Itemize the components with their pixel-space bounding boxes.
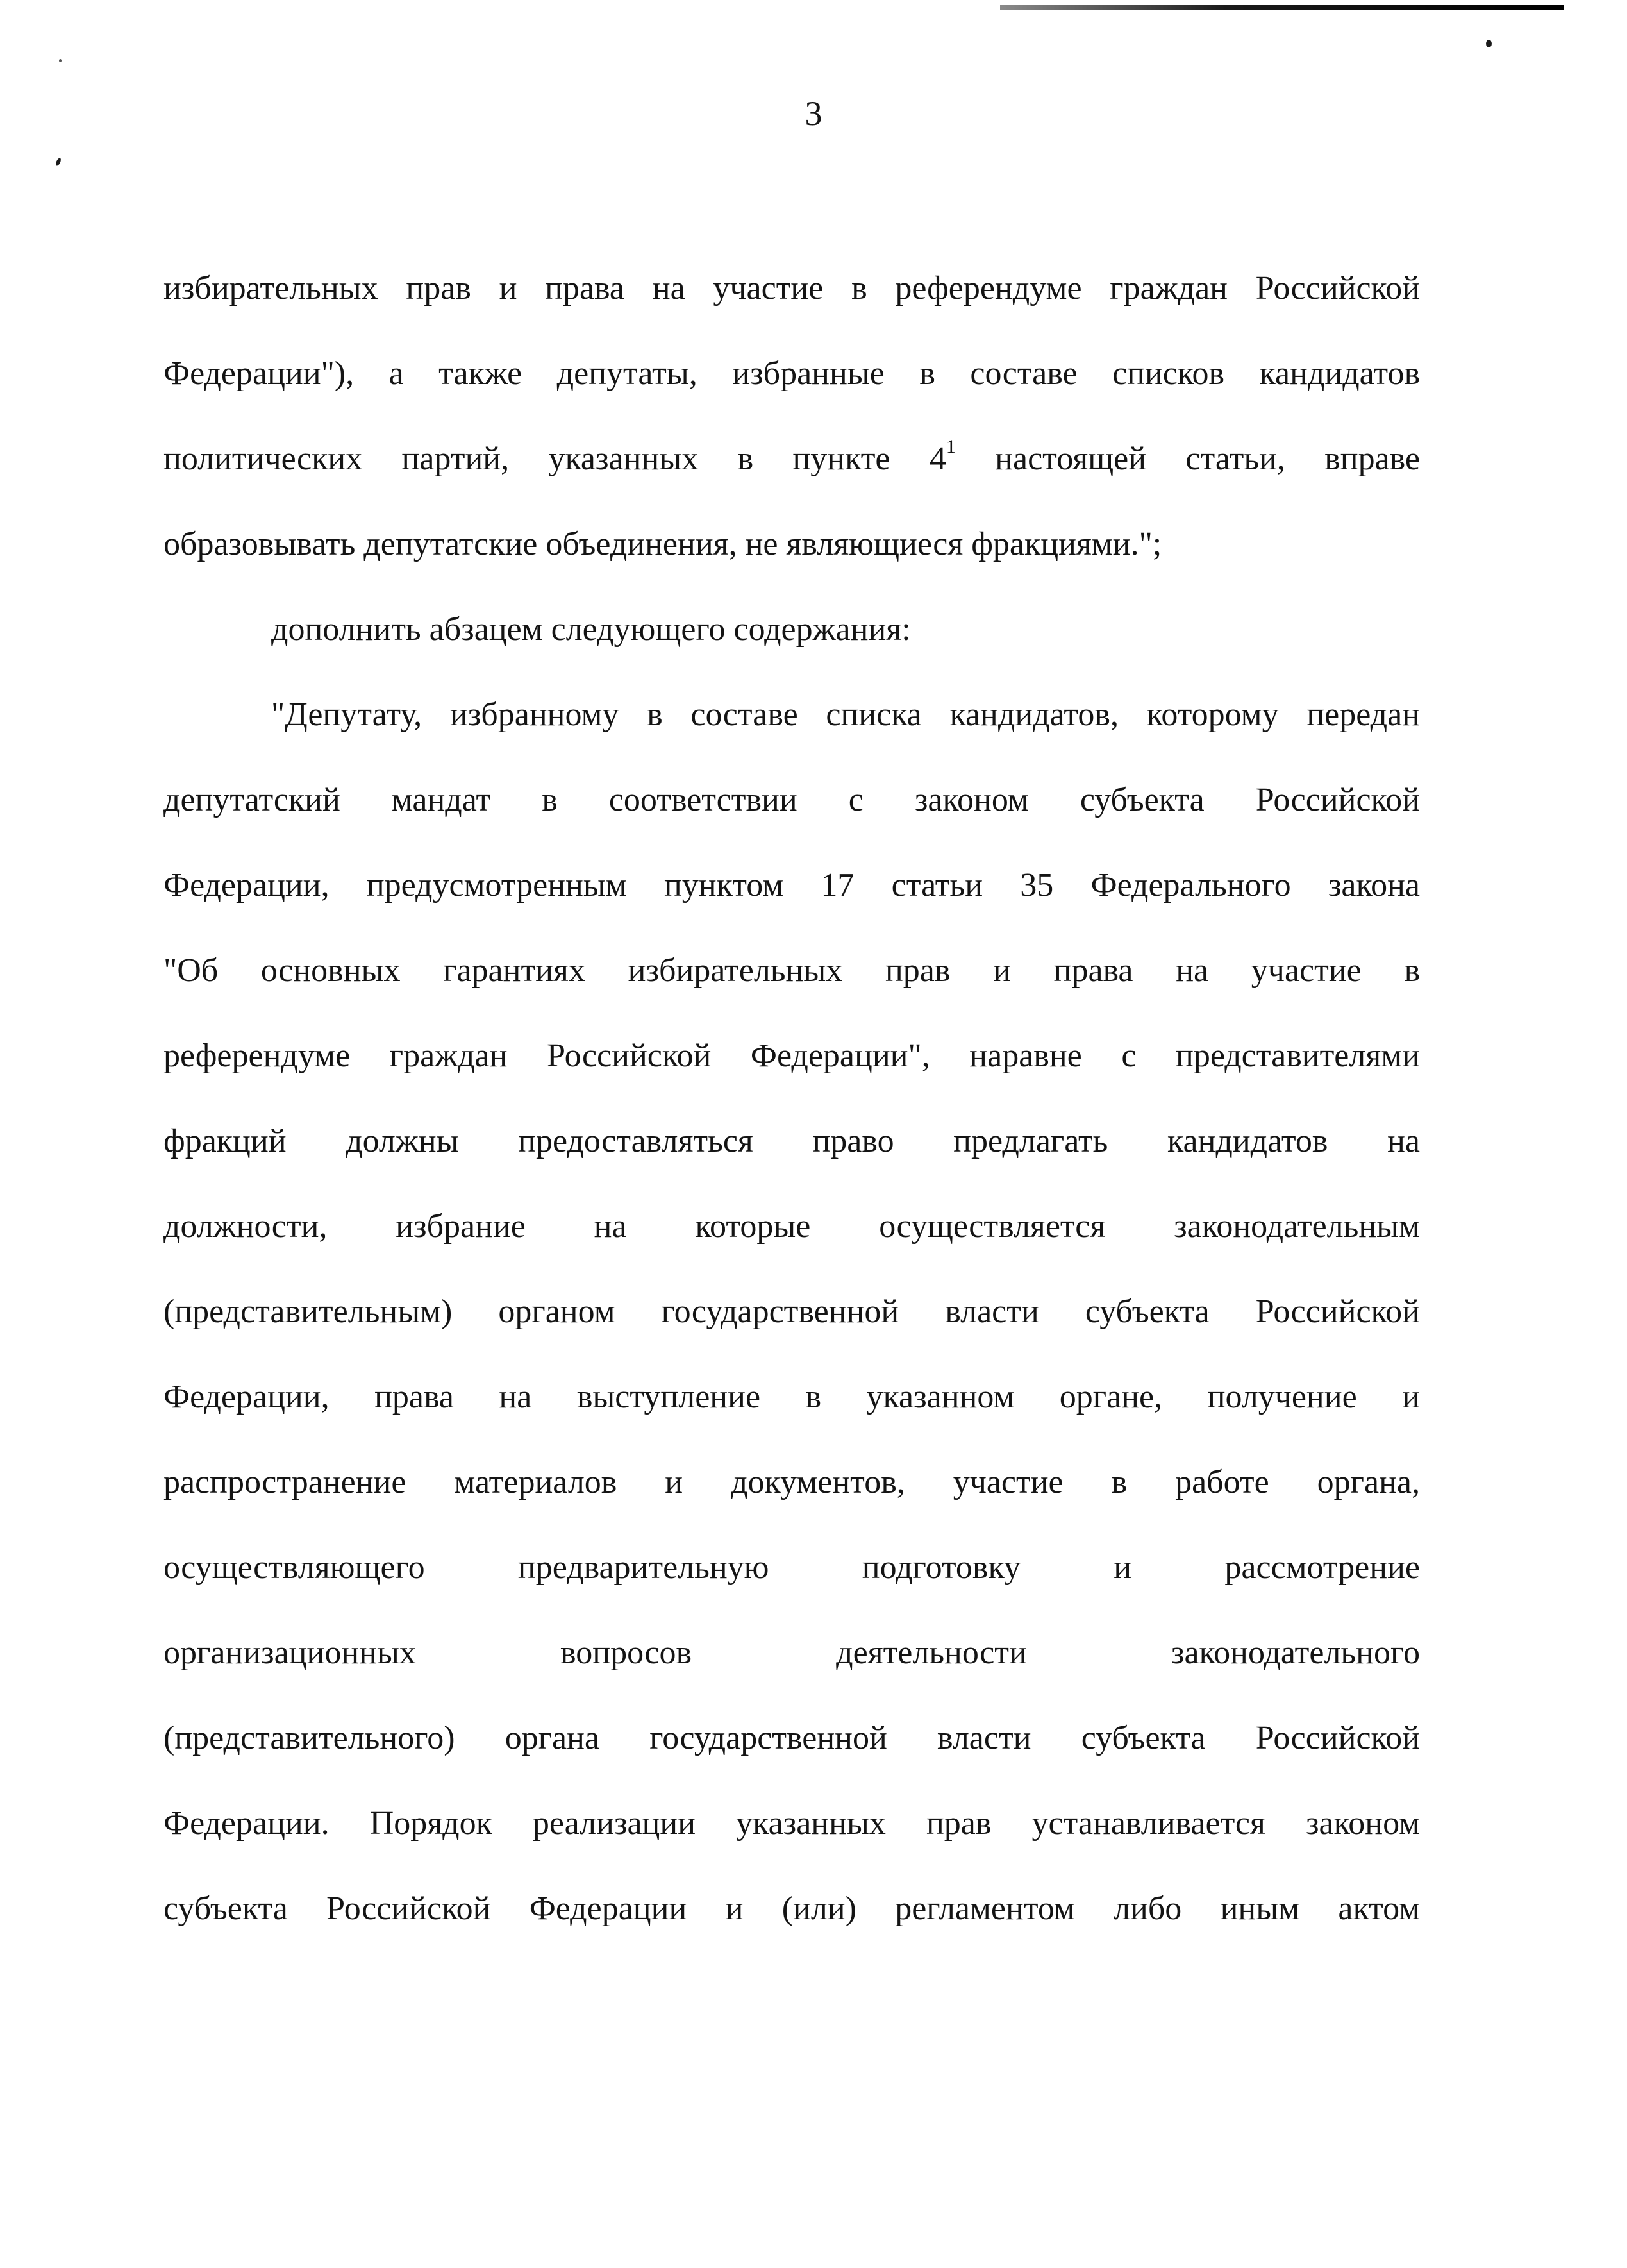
superscript-index: 1 <box>946 436 956 457</box>
text-line: (представительного) органа государственной власти субъекта Российской <box>163 1720 1420 1756</box>
text-line: субъекта Российской Федерации и (или) регламентом либо иным актом <box>163 1890 1420 1927</box>
text-line: Федерации, права на выступление в указанном органе, получение и <box>163 1379 1420 1415</box>
text-fragment: политических партий, указанных в пункте 4 <box>163 441 946 477</box>
text-line: референдуме граждан Российской Федерации", наравне с представителями <box>163 1037 1420 1074</box>
amendment-instruction: дополнить абзацем следующего содержания: <box>271 611 911 648</box>
text-line: организационных вопросов деятельности законодательного <box>163 1634 1420 1671</box>
document-body <box>163 256 1420 1962</box>
text-line: распространение материалов и документов, участие в работе органа, <box>163 1464 1420 1500</box>
text-line <box>163 427 1420 512</box>
text-line: Федерации, предусмотренным пунктом 17 статьи 35 Федерального закона <box>163 867 1420 903</box>
text-line: избирательных прав и права на участие в референдуме граждан Российской <box>163 270 1420 307</box>
text-line: должности, избрание на которые осуществляется законодательным <box>163 1208 1420 1245</box>
text-line: "Депутату, избранному в составе списка кандидатов, которому передан <box>271 696 1420 733</box>
text-line: образовывать депутатские объединения, не являющиеся фракциями."; <box>163 526 1162 562</box>
scan-speck <box>55 157 62 166</box>
text-fragment: настоящей статьи, вправе <box>955 441 1420 477</box>
text-line: Федерации. Порядок реализации указанных прав устанавливается законом <box>163 1805 1420 1842</box>
text-line: Федерации"), а также депутаты, избранные в составе списков кандидатов <box>163 355 1420 392</box>
scan-speck <box>59 59 62 62</box>
text-line: осуществляющего предварительную подготовку и рассмотрение <box>163 1549 1420 1586</box>
scan-edge-rule <box>1000 5 1564 10</box>
scan-speck <box>1486 40 1492 47</box>
page-number: 3 <box>805 94 822 133</box>
text-line: депутатский мандат в соответствии с законом субъекта Российской <box>163 782 1420 818</box>
text-line: фракций должны предоставляться право предлагать кандидатов на <box>163 1123 1420 1159</box>
text-line: "Об основных гарантиях избирательных прав и права на участие в <box>163 952 1420 989</box>
text-line: (представительным) органом государственной власти субъекта Российской <box>163 1293 1420 1330</box>
